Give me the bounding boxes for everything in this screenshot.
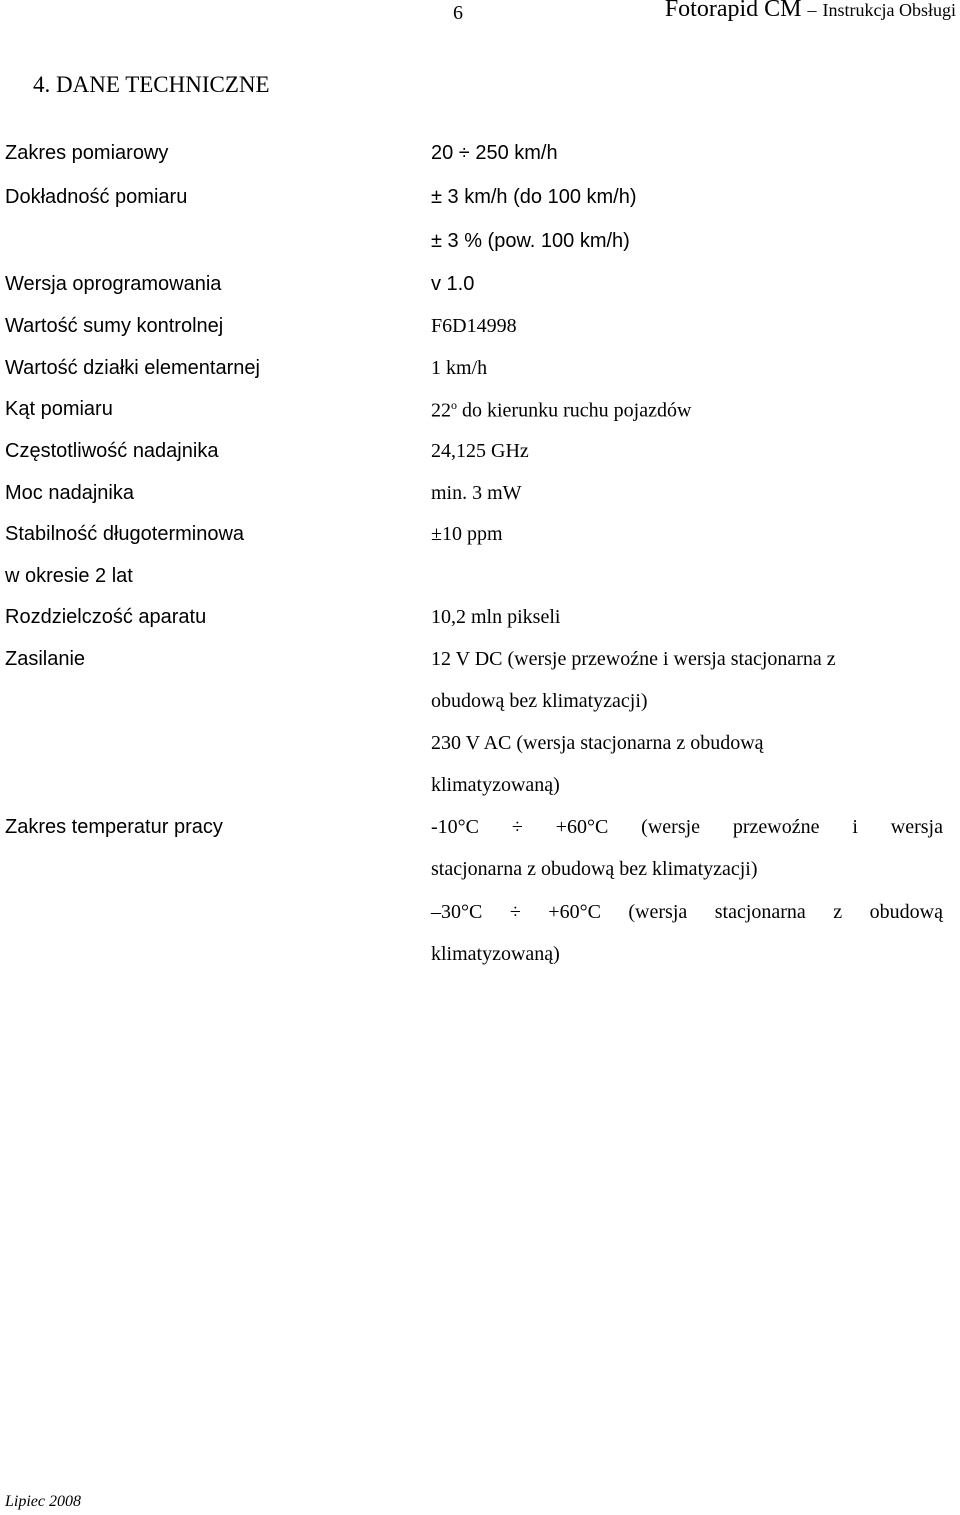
spec-label-power: Moc nadajnika [5,482,134,504]
spec-value-range: 20 ÷ 250 km/h [431,142,558,164]
running-title-main: Fotorapid CM [664,0,802,22]
spec-label-frequency: Częstotliwość nadajnika [5,440,219,462]
spec-value-supply-3: 230 V AC (wersja stacjonarna z obudową [431,732,764,754]
spec-value-resolution: 1 km/h [431,357,488,379]
spec-value-accuracy-1: ± 3 km/h (do 100 km/h) [431,186,637,208]
spec-value-temperature-3: –30°C ÷ +60°C (wersja stacjonarna z obudową [431,901,943,923]
spec-value-supply-1: 12 V DC (wersje przewoźne i wersja stacjonarna z [431,648,836,670]
spec-label-camera: Rozdzielczość aparatu [5,606,207,628]
spec-label-range: Zakres pomiarowy [5,142,169,164]
spec-label-angle: Kąt pomiaru [5,398,113,420]
section-title: 4. DANE TECHNICZNE [33,72,270,97]
spec-value-stability: ±10 ppm [431,523,503,545]
spec-value-software: v 1.0 [431,273,475,295]
spec-value-accuracy-2: ± 3 % (pow. 100 km/h) [431,230,630,252]
footer-date: Lipiec 2008 [5,1493,81,1510]
spec-value-supply-4: klimatyzowaną) [431,774,560,796]
angle-number: 22 [431,399,451,422]
spec-value-angle [431,398,691,423]
spec-value-power: min. 3 mW [431,482,522,504]
running-title-sub: Instrukcja Obsługi [822,0,956,20]
spec-label-supply: Zasilanie [5,648,86,670]
spec-value-temperature-2: stacjonarna z obudową bez klimatyzacji) [431,858,758,880]
spec-value-supply-2: obudową bez klimatyzacji) [431,690,648,712]
spec-label-checksum: Wartość sumy kontrolnej [5,315,224,337]
spec-value-temperature-1: -10°C ÷ +60°C (wersje przewoźne i wersja [431,816,943,838]
spec-label-stability-period: w okresie 2 lat [5,565,133,587]
spec-value-frequency: 24,125 GHz [431,440,529,462]
spec-label-stability: Stabilność długoterminowa [5,523,245,545]
spec-value-camera: 10,2 mln pikseli [431,606,561,628]
running-title-dash: – [807,0,817,20]
spec-label-software: Wersja oprogramowania [5,273,222,295]
spec-label-temperature: Zakres temperatur pracy [5,816,223,838]
spec-value-temperature-4: klimatyzowaną) [431,943,560,965]
spec-value-checksum: F6D14998 [431,315,517,337]
angle-degree-mark: o [451,398,457,412]
spec-label-resolution: Wartość działki elementarnej [5,357,260,379]
spec-label-accuracy: Dokładność pomiaru [5,186,188,208]
running-title [665,0,956,23]
angle-description: do kierunku ruchu pojazdów [457,399,692,422]
page-number: 6 [453,2,463,24]
